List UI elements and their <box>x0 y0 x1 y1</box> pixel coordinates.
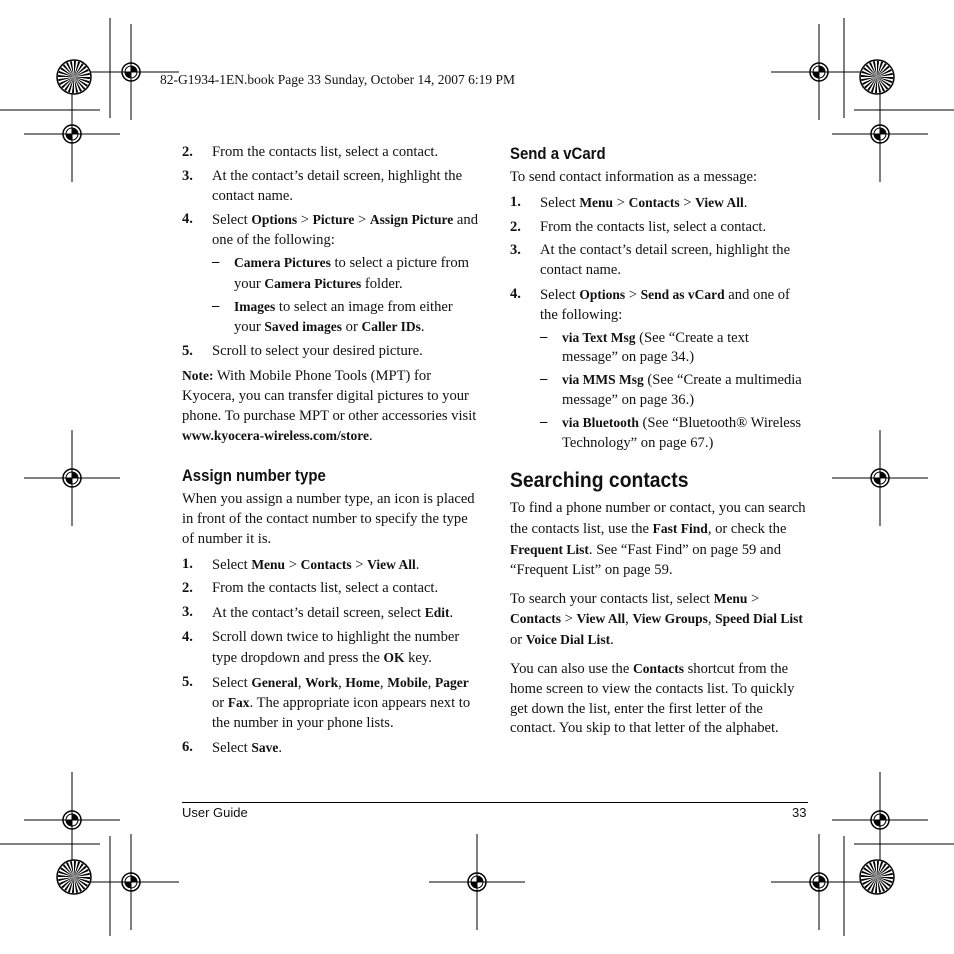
registration-target <box>771 24 867 120</box>
ui-term: Menu <box>713 590 748 606</box>
assign-intro: When you assign a number type, an icon is placed in front of the contact number to specify the type of number it is. <box>182 491 475 547</box>
text-run: > <box>679 194 696 211</box>
ui-term: Caller IDs <box>361 319 421 335</box>
text-run: Select <box>212 212 252 229</box>
ui-term: via MMS Msg <box>562 372 644 388</box>
ui-term: Images <box>234 298 276 314</box>
ui-term: Fax <box>227 695 250 711</box>
registration-starburst <box>860 60 894 94</box>
dash-bullet: – <box>212 297 220 314</box>
ui-term: Send as vCard <box>640 286 725 302</box>
text-run: , <box>338 674 346 691</box>
text-run: At the contact’s detail screen, highlight the contact name. <box>540 242 791 279</box>
ui-term: View Groups <box>632 611 708 627</box>
registration-target <box>24 86 120 182</box>
text-run: From the contacts list, select a contact. <box>540 218 767 235</box>
text-run: , <box>707 611 716 628</box>
dash-bullet: – <box>212 253 220 270</box>
step-item <box>182 555 480 576</box>
step-item <box>510 193 808 214</box>
text-run: > <box>351 556 368 573</box>
sub-option <box>212 253 480 295</box>
ui-term: Contacts <box>300 556 352 572</box>
search-paragraph <box>510 589 808 651</box>
text-run: folder. <box>361 275 403 292</box>
step-number: 1. <box>510 193 521 210</box>
step-number: 2. <box>510 218 521 235</box>
text-run: or <box>510 632 526 649</box>
step-number: 4. <box>510 285 521 302</box>
ui-term: View All <box>576 611 626 627</box>
footer-rule <box>182 802 808 803</box>
text-run: , <box>427 674 436 691</box>
registration-target <box>429 834 525 930</box>
ui-term: Assign Picture <box>369 212 454 228</box>
text-run: (See “Bluetooth® Wireless Technology” on page 67.) <box>562 414 802 451</box>
text-run: Scroll down twice to highlight the number type dropdown and press the <box>212 628 460 666</box>
step-number: 2. <box>182 144 193 160</box>
registration-target <box>832 772 928 868</box>
step-item <box>510 285 808 453</box>
step-text <box>212 603 480 624</box>
ui-term: Menu <box>251 556 286 572</box>
search-paragraph <box>510 499 808 580</box>
text-run: to select an image from either your <box>234 298 453 336</box>
text-run: > <box>613 194 629 211</box>
text-run: . <box>415 556 420 573</box>
vcard-steps-list <box>510 193 808 454</box>
ui-term: Camera Pictures <box>264 275 362 291</box>
step-text <box>212 342 480 362</box>
text-run: Select <box>212 739 252 756</box>
dash-bullet: – <box>540 328 548 345</box>
text-run: At the contact’s detail screen, highlight the contact name. <box>212 167 463 204</box>
page-number: 33 <box>792 805 807 820</box>
step-text <box>212 628 480 669</box>
sub-option <box>212 297 480 339</box>
registration-starburst <box>57 860 91 894</box>
ui-term: Note: <box>182 367 214 383</box>
step-text <box>212 555 480 576</box>
text-run: From the contacts list, select a contact. <box>212 580 439 597</box>
sub-option <box>540 413 808 454</box>
step-text <box>212 167 480 207</box>
sub-option <box>540 328 808 369</box>
ui-term: Contacts <box>510 611 561 627</box>
ui-term: www.kyocera-wireless.com/store <box>182 428 369 444</box>
step-text <box>540 285 808 326</box>
text-run: You can also use the <box>510 660 633 677</box>
text-run: . <box>449 605 454 622</box>
step-number: 4. <box>182 211 193 228</box>
step-item <box>182 628 480 669</box>
step-item <box>182 579 480 599</box>
ui-term: OK <box>383 649 405 665</box>
ui-term: Contacts <box>632 660 684 676</box>
ui-term: View All <box>367 556 416 572</box>
ui-term: Picture <box>312 212 355 228</box>
text-run: To find a phone number or contact, you can search the contacts list, use the <box>510 500 806 538</box>
assign-steps-list <box>182 555 480 759</box>
step-number: 6. <box>182 738 193 755</box>
text-run: From the contacts list, select a contact. <box>212 144 439 160</box>
text-run: With Mobile Phone Tools (MPT) for Kyocera, you can transfer digital pictures to your phone. To purchase MPT or other accessories visit <box>182 367 477 424</box>
step-text <box>540 218 808 238</box>
footer-title: User Guide <box>182 805 248 820</box>
ui-term: Contacts <box>628 194 680 210</box>
text-run: Select <box>212 556 252 573</box>
search-paragraph <box>510 659 808 739</box>
text-run: key. <box>404 649 432 666</box>
searching-contacts-body <box>510 499 808 739</box>
ui-term: via Bluetooth <box>562 414 639 430</box>
step-text <box>540 241 808 281</box>
ui-term: Options <box>251 212 298 228</box>
ui-term: Options <box>579 286 626 302</box>
text-run: (See “Create a text message” on page 34.) <box>562 329 749 366</box>
step-text <box>212 579 480 599</box>
ui-term: Pager <box>435 674 469 690</box>
note-paragraph <box>182 366 480 447</box>
text-run: , <box>625 611 633 628</box>
page-header: 82-G1934-1EN.book Page 33 Sunday, October 14, 2007 6:19 PM <box>160 72 515 87</box>
text-run: and one of the following: <box>212 212 478 249</box>
step-item <box>182 143 480 163</box>
text-run: Select <box>212 674 252 691</box>
text-run: . <box>278 739 282 756</box>
step-text <box>212 143 480 163</box>
registration-starburst <box>57 60 91 94</box>
assign-number-type-heading: Assign number type <box>182 466 326 486</box>
text-run: , <box>379 674 388 691</box>
text-run: shortcut from the home screen to view the contacts list. To quickly get down the list, enter the first letter of the contact. You skip to that letter of the alphabet. <box>510 660 795 737</box>
ui-term: General <box>251 674 298 690</box>
step-item <box>182 738 480 759</box>
text-run: At the contact’s detail screen, select <box>212 605 425 622</box>
step-text <box>212 673 480 734</box>
searching-contacts-heading: Searching contacts <box>510 468 689 493</box>
text-run: To search your contacts list, select <box>510 590 714 607</box>
text-run: > <box>625 286 641 303</box>
text-run: Scroll to select your desired picture. <box>212 343 423 360</box>
sub-option <box>540 370 808 411</box>
text-run: > <box>561 611 577 628</box>
vcard-intro: To send contact information as a message: <box>510 169 757 185</box>
step-item <box>182 342 480 362</box>
ui-term: Frequent List <box>510 541 589 557</box>
step-item <box>510 218 808 238</box>
registration-target <box>83 834 179 930</box>
registration-target <box>771 834 867 930</box>
text-run: > <box>354 212 370 229</box>
step-item <box>182 603 480 624</box>
ui-term: Saved images <box>264 319 343 335</box>
step-number: 2. <box>182 580 193 597</box>
left-column <box>182 143 480 763</box>
step-item <box>510 241 808 281</box>
text-run: . <box>420 319 425 336</box>
text-run: . See “Fast Find” on page 59 and “Frequent List” on page 59. <box>510 541 782 578</box>
ui-term: Mobile <box>387 674 428 690</box>
ui-term: Voice Dial List <box>525 632 611 648</box>
step-number: 3. <box>182 604 193 621</box>
ui-term: View All <box>695 194 744 210</box>
text-run: . <box>743 194 748 211</box>
text-run: to select a picture from your <box>234 254 470 292</box>
registration-target <box>24 430 120 526</box>
right-column <box>510 143 808 747</box>
text-run: . <box>610 632 614 649</box>
text-run: , <box>297 674 306 691</box>
registration-starburst <box>860 860 894 894</box>
step-item <box>182 210 480 338</box>
ui-term: Menu <box>579 194 614 210</box>
registration-target <box>24 772 120 868</box>
step-number: 4. <box>182 628 193 645</box>
ui-term: Fast Find <box>652 521 708 537</box>
step-number: 3. <box>510 242 521 259</box>
text-run: . <box>368 428 373 445</box>
text-run: > <box>747 590 760 607</box>
step-number: 5. <box>182 673 193 690</box>
text-run: and one of the following: <box>540 286 790 323</box>
text-run: , or check the <box>707 521 787 538</box>
ui-term: Speed Dial List <box>715 611 803 627</box>
text-run: Select <box>540 286 580 303</box>
text-run: (See “Create a multimedia message” on page 36.) <box>562 372 802 408</box>
text-run: . The appropriate icon appears next to the number in your phone lists. <box>212 695 471 732</box>
text-run: > <box>285 556 301 573</box>
ui-term: Camera Pictures <box>234 254 331 270</box>
picture-steps-list <box>182 143 480 362</box>
dash-bullet: – <box>540 371 548 388</box>
step-number: 5. <box>182 343 193 360</box>
registration-target <box>832 86 928 182</box>
text-run: or <box>342 319 362 336</box>
step-number: 3. <box>182 167 193 184</box>
ui-term: Home <box>345 674 380 690</box>
text-run: Select <box>540 194 580 211</box>
step-number: 1. <box>182 555 193 572</box>
text-run: > <box>297 212 313 229</box>
ui-term: via Text Msg <box>562 329 636 345</box>
send-vcard-heading: Send a vCard <box>510 144 606 163</box>
ui-term: Edit <box>424 605 450 621</box>
ui-term: Save <box>251 739 279 755</box>
step-text <box>540 193 808 214</box>
dash-bullet: – <box>540 413 548 430</box>
registration-target <box>832 430 928 526</box>
step-item <box>182 673 480 734</box>
step-item <box>182 167 480 207</box>
step-text <box>212 210 480 251</box>
text-run: or <box>212 695 228 712</box>
ui-term: Work <box>305 674 339 690</box>
step-text <box>212 738 480 759</box>
